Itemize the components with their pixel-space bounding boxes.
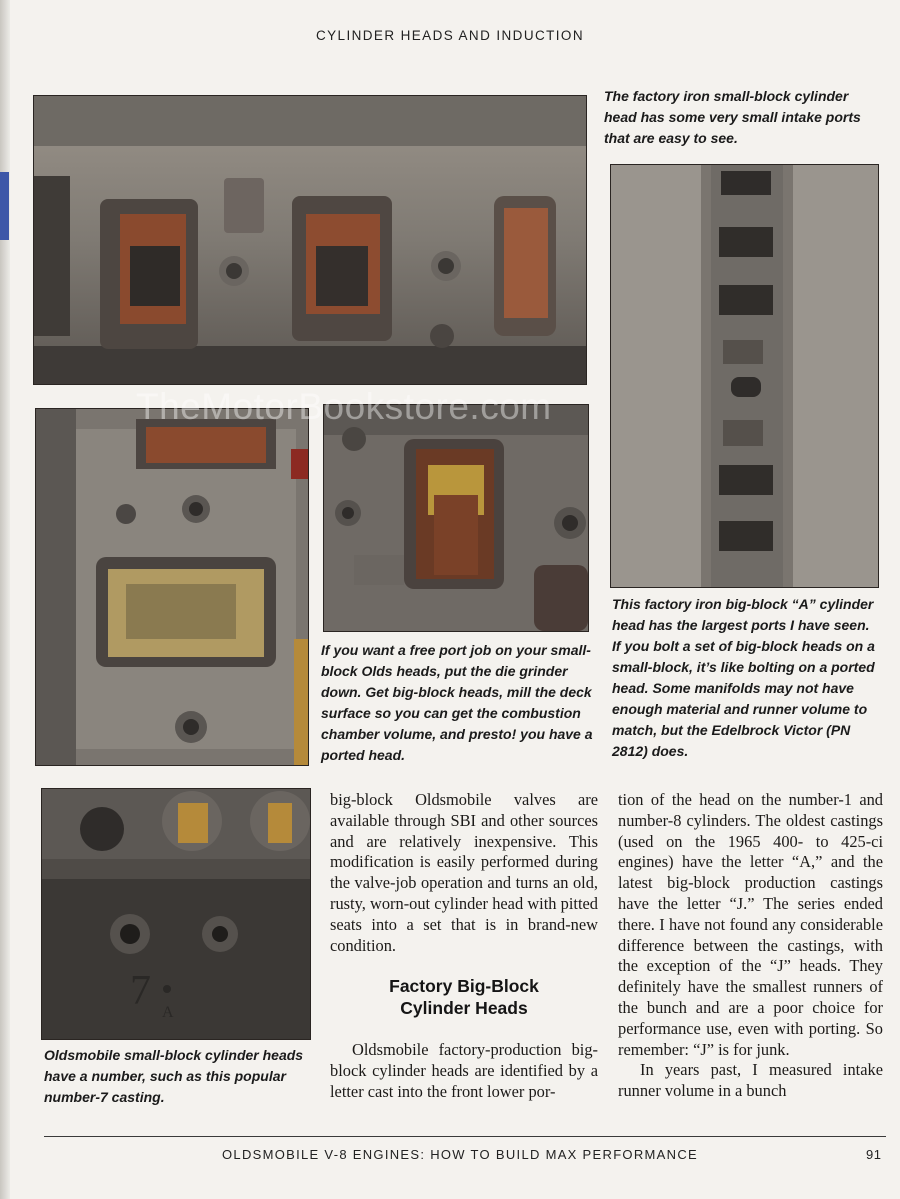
footer-rule	[44, 1136, 886, 1137]
photo-ported-head	[323, 404, 589, 632]
photo-big-block-a-head	[610, 164, 879, 588]
photo-small-block-intake-ports	[33, 95, 587, 385]
caption-bottom-left: Oldsmobile small-block cylinder heads have a number, such as this popular number-7 casting.	[44, 1047, 304, 1105]
body-column-1	[330, 790, 598, 956]
body-column-1-lower	[330, 1040, 598, 1102]
body-column-2	[618, 790, 883, 1102]
page-number: 91	[866, 1147, 882, 1162]
section-subhead: Factory Big-Block Cylinder Heads	[389, 976, 539, 1018]
photo-number-7-casting	[41, 788, 311, 1040]
photo-big-block-head-closeup	[35, 408, 309, 766]
watermark: TheMotorBookstore.com	[136, 386, 552, 427]
running-head: CYLINDER HEADS AND INDUCTION	[316, 28, 584, 43]
caption-right-column: This factory iron big-block “A” cylinder head has the largest ports I have seen. If you bolt a set of big-block heads on a small-block, it’s like bolting on a ported head. Some manifolds may not have enough material and runner volume to match, but the Edelbrock Victor (PN 2812) does.	[612, 596, 875, 759]
col1-paragraph-2: Oldsmobile factory-production big-block cylinder heads are identified by a letter cast into the front lower por-	[330, 1040, 598, 1101]
col2-paragraph-2: In years past, I measured intake runner volume in a bunch	[618, 1060, 883, 1101]
col2-paragraph-1: tion of the head on the number-1 and number-8 cylinders. The oldest castings (used on the 1965 400- to 425-ci engines) have the letter “A,” and the latest big-block production castings have the letter “J.” The series ended there. I have not found any considerable difference between the castings, with the exception of the “J” heads. They definitely have the smallest runners of the bunch and are a poor choice for performance use, even with porting. So remember: “J” is for junk.	[618, 790, 883, 1059]
casting-number-mark: 7	[130, 968, 151, 1014]
chapter-tab	[0, 172, 9, 240]
col1-paragraph-1: big-block Oldsmobile valves are available through SBI and other sources and are relatively inexpensive. This modification is easily performed during the valve-job operation and turns an old, rusty, worn-out cylinder head with pitted seats into a set that is in brand-new condition.	[330, 790, 598, 955]
casting-letter-mark: A	[162, 1004, 174, 1021]
caption-middle-center: If you want a free port job on your small-block Olds heads, put the die grinder down. Get big-block heads, mill the deck surface so you can get the combustion chamber volume, and presto! you have a ported head.	[321, 642, 593, 763]
caption-top-right: The factory iron small-block cylinder head has some very small intake ports that are easy to see.	[604, 88, 861, 146]
footer-book-title: OLDSMOBILE V-8 ENGINES: HOW TO BUILD MAX PERFORMANCE	[222, 1147, 698, 1162]
